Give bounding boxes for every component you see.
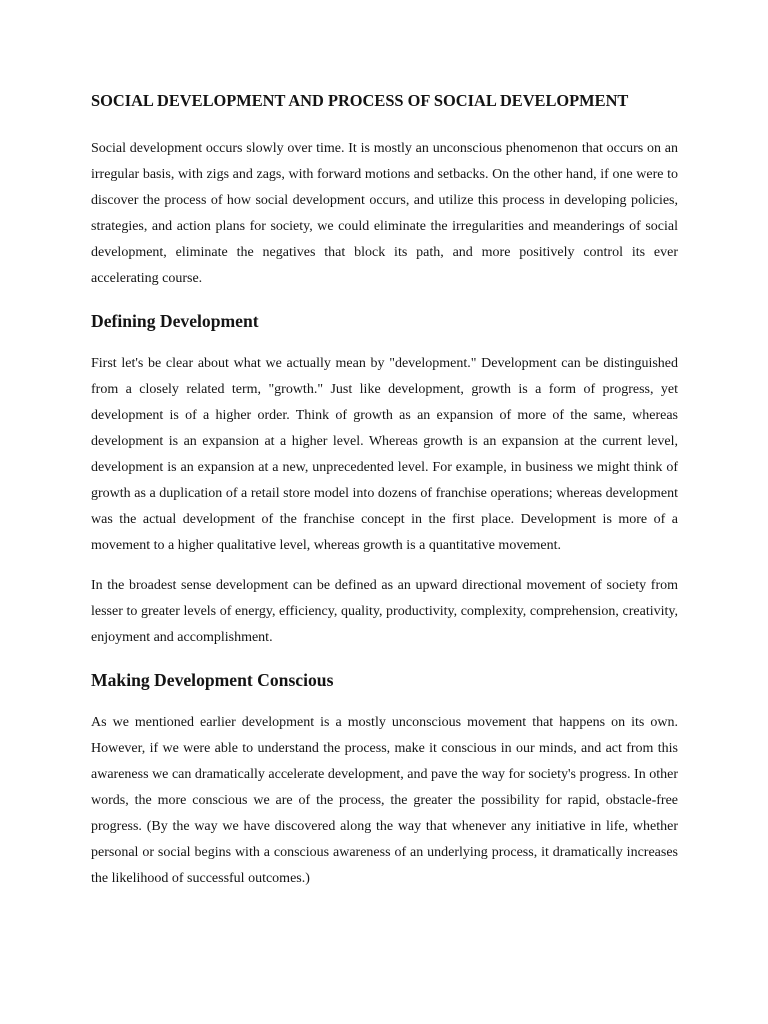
making-development-conscious-paragraph-1: As we mentioned earlier development is a mostly unconscious movement that happens on its own. However, if we were able to understand the process, make it conscious in our minds, and act from this awareness we can dramatically accelerate development, and pave the way for society's progress. In other words, the more conscious we are of the process, the greater the possibility for rapid, obstacle-free progress. (By the way we have discovered along the way that whenever any initiative in life, whether personal or social begins with a conscious awareness of an underlying process, it dramatically increases the likelihood of successful outcomes.) <box>91 715 678 886</box>
intro-paragraph: Social development occurs slowly over time. It is mostly an unconscious phenomenon that occurs on an irregular basis, with zigs and zags, with forward motions and setbacks. On the other hand, if one were to discover the process of how social development occurs, and utilize this process in developing policies, strategies, and action plans for society, we could eliminate the irregularities and meanderings of social development, eliminate the negatives that block its path, and more positively control its ever accelerating course. <box>91 141 678 286</box>
defining-development-paragraph-1: First let's be clear about what we actually mean by "development." Development can be distinguished from a closely related term, "growth." Just like development, growth is a form of progress, yet development is of a higher order. Think of growth as an expansion of more of the same, whereas development is an expansion at a higher level. Whereas growth is an expansion at the current level, development is an expansion at a new, unprecedented level. For example, in business we might think of growth as a duplication of a retail store model into dozens of franchise operations; whereas development was the actual development of the franchise concept in the first place. Development is more of a movement to a higher qualitative level, whereas growth is a quantitative movement. <box>91 356 678 553</box>
document-title: SOCIAL DEVELOPMENT AND PROCESS OF SOCIAL DEVELOPMENT <box>91 91 629 110</box>
section-heading-defining-development: Defining Development <box>91 311 259 331</box>
section-heading-making-development-conscious: Making Development Conscious <box>91 670 334 690</box>
defining-development-paragraph-2: In the broadest sense development can be defined as an upward directional movement of society from lesser to greater levels of energy, efficiency, quality, productivity, complexity, comprehension, creativity, enjoyment and accomplishment. <box>91 578 678 645</box>
document-body <box>91 88 678 906</box>
